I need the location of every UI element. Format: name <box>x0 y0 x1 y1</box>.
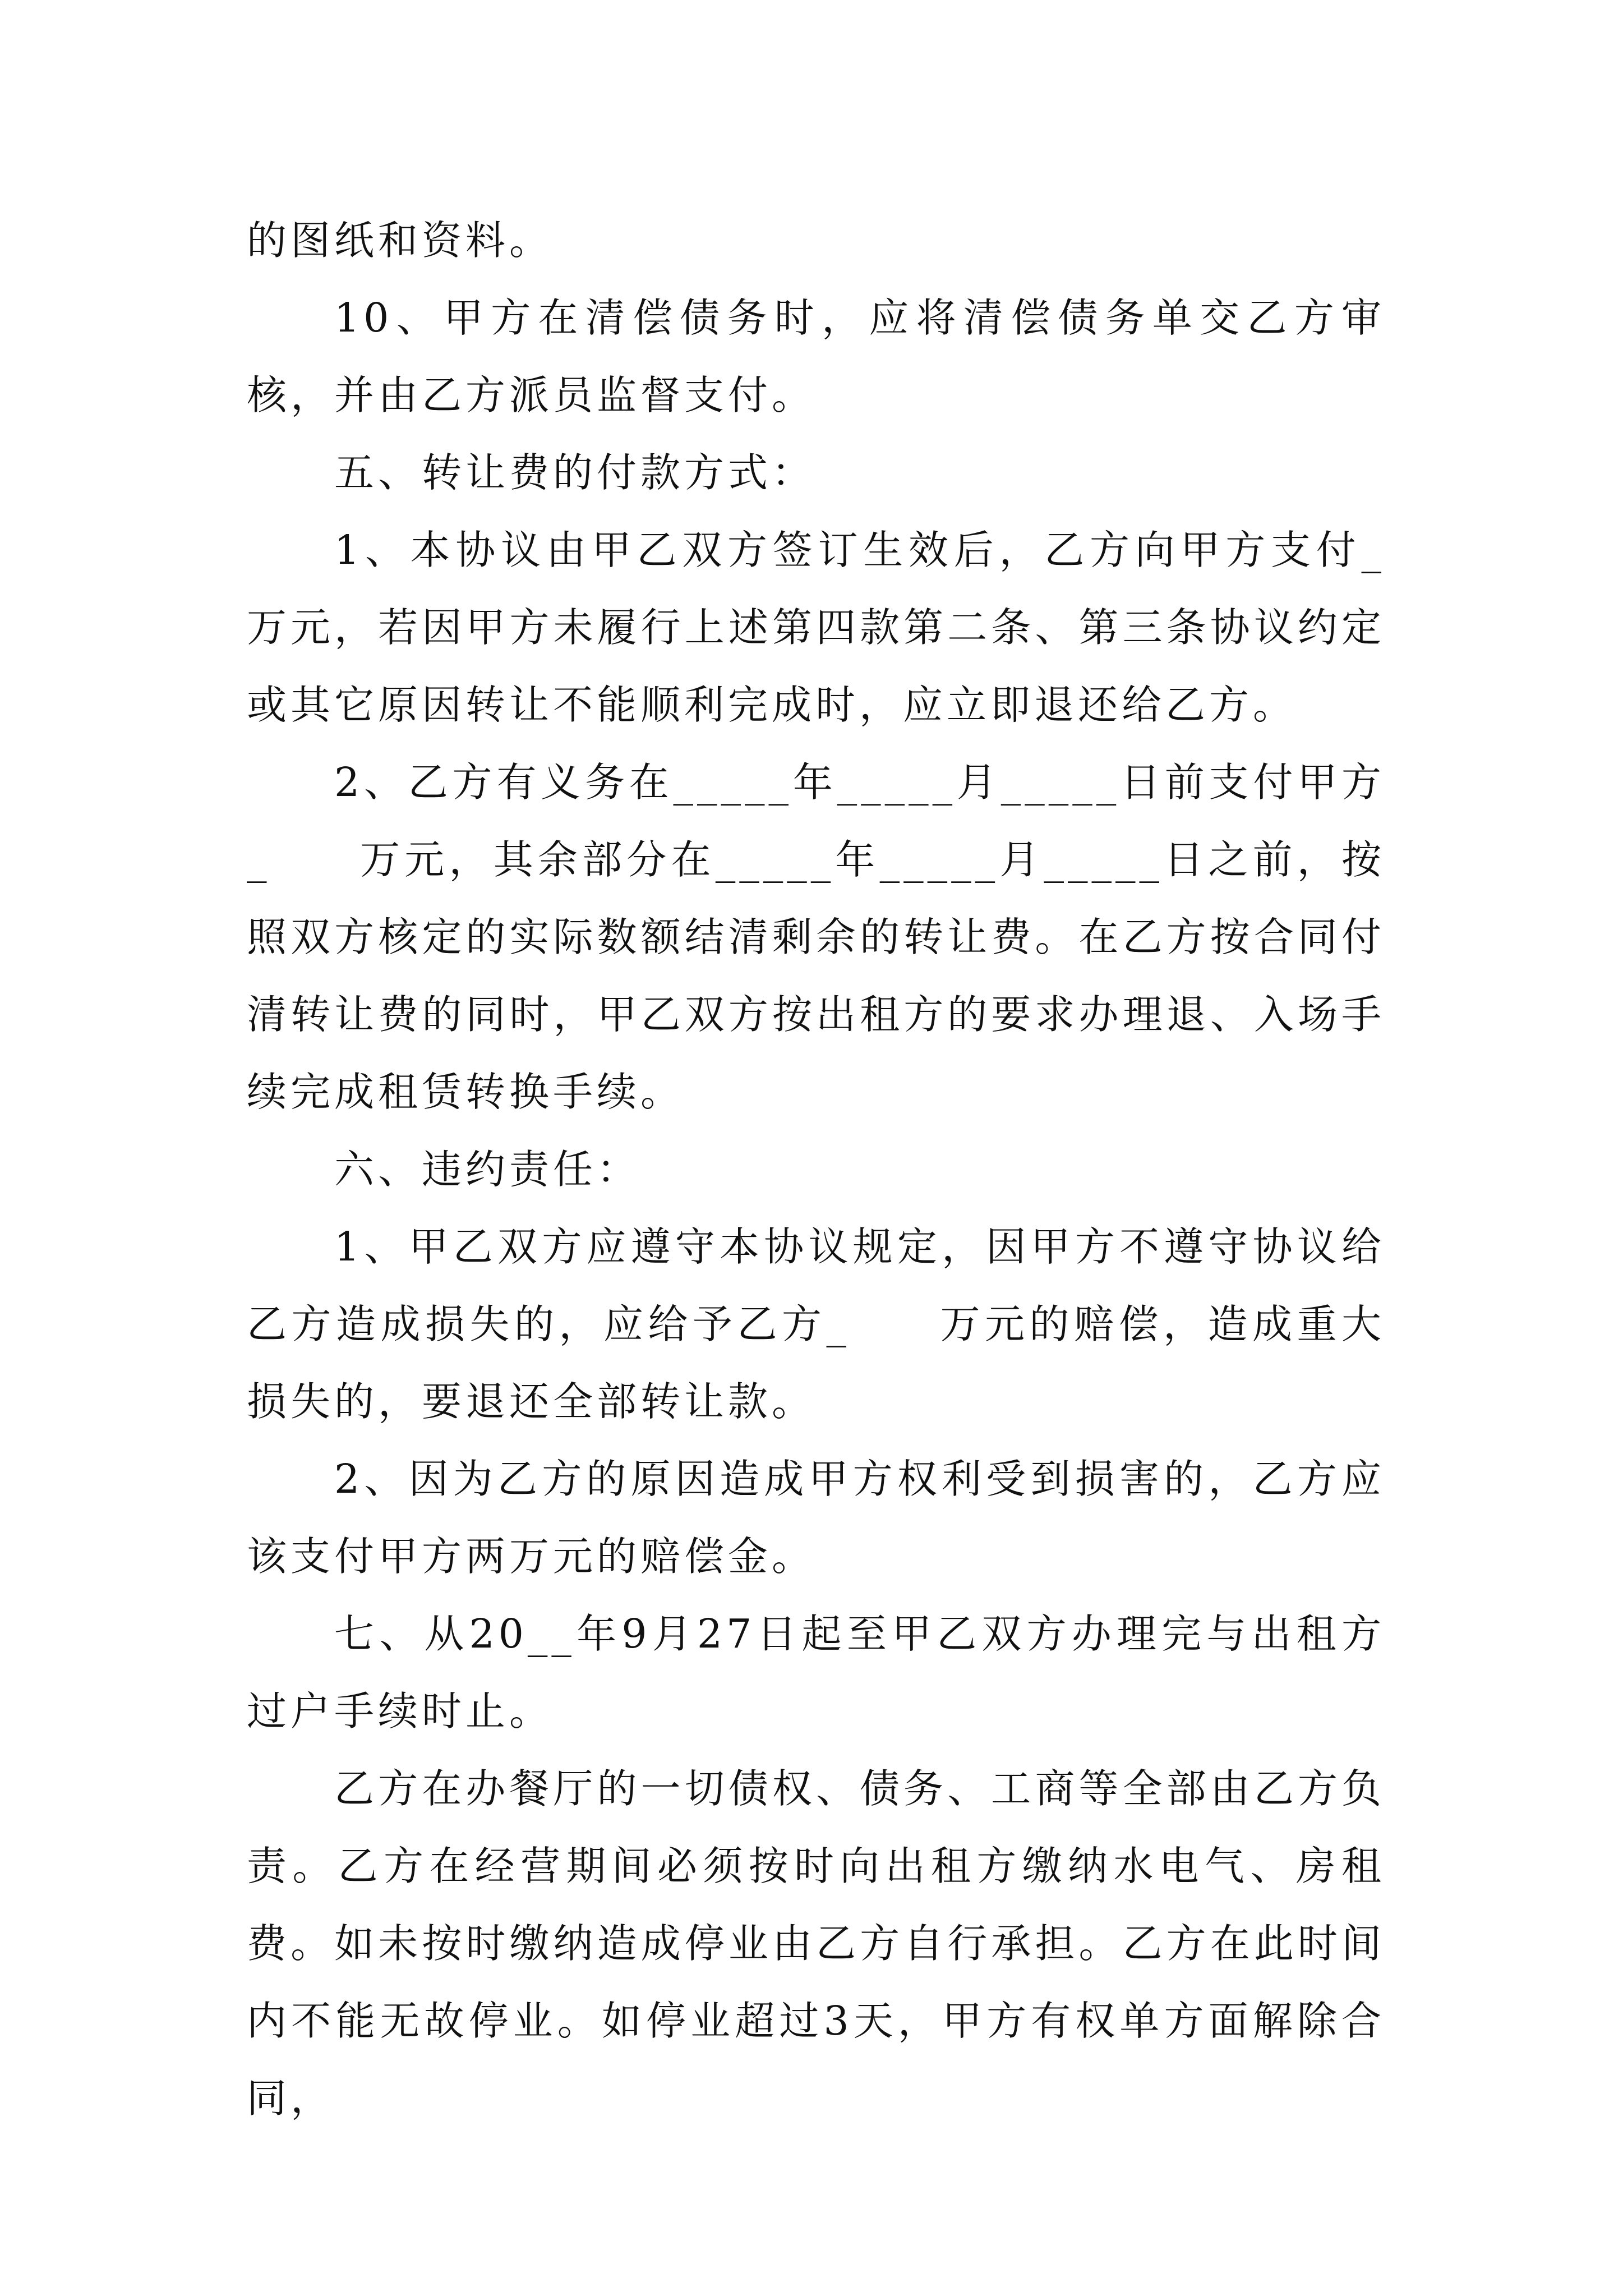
paragraph-operations: 乙方在办餐厅的一切债权、债务、工商等全部由乙方负责。乙方在经营期间必须按时向出租方缴纳水电气、房租费。如未按时缴纳造成停业由乙方自行承担。乙方在此时间内不能无故停业。如停业超过3天，甲方有权单方面解除合同， <box>247 1765 1385 2122</box>
paragraph-continuation: 的图纸和资料。 <box>247 217 554 264</box>
section-heading-5: 五、转让费的付款方式： <box>334 449 816 496</box>
paragraph-liability-2: 2、因为乙方的原因造成甲方权利受到损害的，乙方应该支付甲方两万元的赔偿金。 <box>247 1456 1385 1580</box>
paragraph-payment-2: 2、乙方有义务在_____年_____月_____日前支付甲方_ 万元，其余部分在_____年_____月_____日之前，按照双方核定的实际数额结清剩余的转让费。在乙方按合同付清转让费的同时，甲乙双方按出租方的要求办理退、入场手续完成租赁转换手续。 <box>247 759 1385 1115</box>
paragraph-payment-1: 1、本协议由甲乙双方签订生效后，乙方向甲方支付_万元，若因甲方未履行上述第四款第二条、第三条协议约定或其它原因转让不能顺利完成时，应立即退还给乙方。 <box>247 527 1385 728</box>
document-body <box>247 202 1385 2137</box>
paragraph-item-10: 10、甲方在清偿债务时，应将清偿债务单交乙方审核，并由乙方派员监督支付。 <box>247 295 1385 418</box>
section-heading-6: 六、违约责任： <box>334 1146 641 1193</box>
paragraph-liability-1: 1、甲乙双方应遵守本协议规定，因甲方不遵守协议给乙方造成损失的，应给予乙方_ 万元的赔偿，造成重大损失的，要退还全部转让款。 <box>247 1223 1385 1425</box>
section-heading-7: 七、从20__年9月27日起至甲乙双方办理完与出租方过户手续时止。 <box>247 1611 1385 1734</box>
